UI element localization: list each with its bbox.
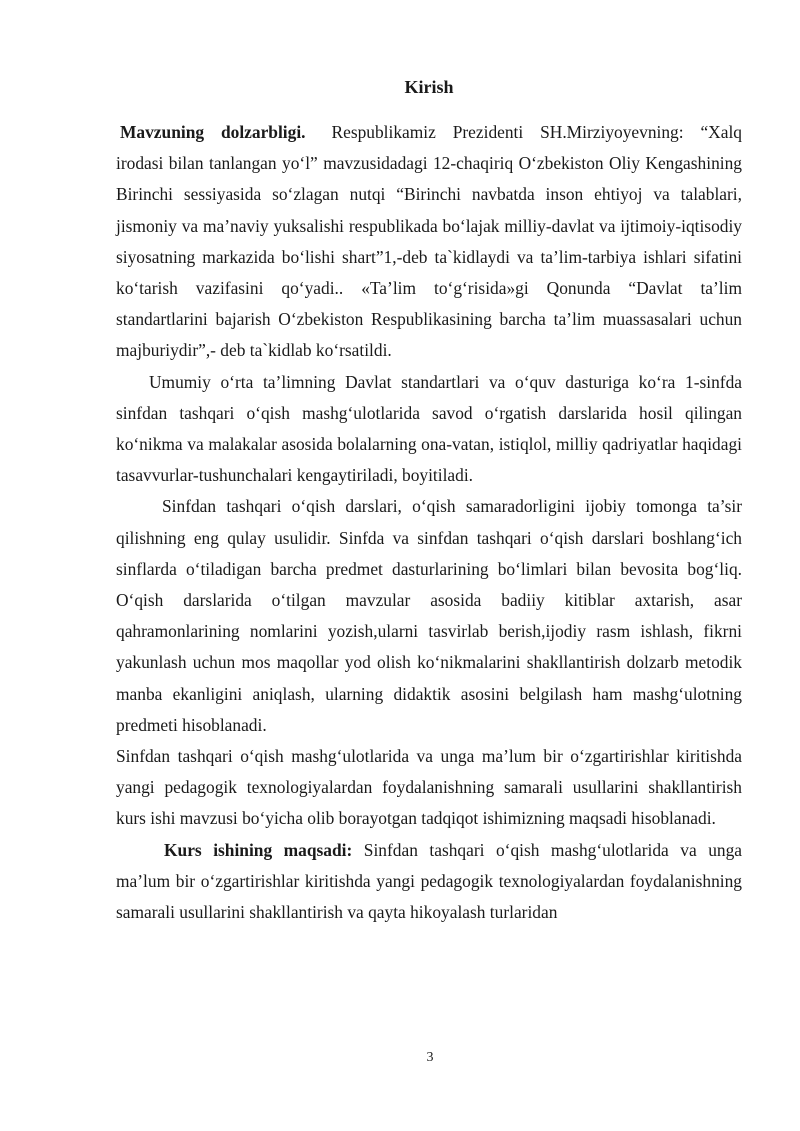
course-goal-heading: Kurs ishining maqsadi:	[164, 839, 353, 860]
page-title: Kirish	[404, 77, 454, 97]
course-goal-text: Sinfdan tashqari o‘qish mashg‘ulotlarida va unga ma’lum bir o‘zgartirishlar kiritishda yangi pedagogik texnologiyalardan foydalanishning samarali usullarini shakllantirish va qayta hikoyalash turlaridan	[116, 839, 742, 923]
paragraph-research-goal: Sinfdan tashqari o‘qish mashg‘ulotlarida va unga ma’lum bir o‘zgartirishlar kiritishda yangi pedagogik texnologiyalardan foydalanishning samarali usullarini shakllantirish kurs ishi mavzusi bo‘yicha olib borayotgan tadqiqot ishimizning maqsadi hisoblanadi.	[116, 746, 742, 829]
relevance-heading: Mavzuning dolzarbligi.	[120, 122, 306, 142]
paragraph-extracurricular-reading: Sinfdan tashqari o‘qish darslari, o‘qish samaradorligini ijobiy tomonga ta’sir qilishning eng qulay usulidir. Sinfda va sinfdan tashqari o‘qish darslari boshlang‘ich sinflarda o‘tiladigan barcha predmet dasturlarining bo‘limlari bilan bevosita bog‘liq. O‘qish darslarida o‘tilgan mavzular asosida badiiy kitiblar axtarish, asar qahramonlarining nomlarini yozish,ularni tasvirlab berish,ijodiy rasm ishlash, fikrni yakunlash uchun mos maqollar yod olish ko‘nikmalarini shakllantirish dolzarb metodik manba ekanligini aniqlash, ularning didaktik asosini belgilash ham mashg‘ulotning predmeti hisoblanadi.	[116, 496, 742, 735]
document-body	[116, 117, 742, 928]
paragraph-course-goal	[116, 835, 742, 929]
paragraph-standards: Umumiy o‘rta ta’limning Davlat standartlari va o‘quv dasturiga ko‘ra 1-sinfda sinfdan tashqari o‘qish mashg‘ulotlarida savod o‘rgatish darslarida hosil qilingan ko‘nikma va malakalar asosida bolalarning ona-vatan, istiqlol, milliy qadriyatlar haqidagi tasavvurlar-tushunchalari kengaytiriladi, boyitiladi.	[116, 371, 742, 486]
relevance-text: Respublikamiz Prezidenti SH.Mirziyoyevning: “Xalq irodasi bilan tanlangan yo‘l” mavzusidadagi 12-chaqiriq O‘zbekiston Oliy Kengashining Birinchi sessiyasida so‘zlagan nutqi “Birinchi navbatda inson ehtiyoj va talablari, jismoniy va ma’naviy yuksalishi respublikada bo‘lajak milliy-davlat va ijtimoiy-iqtisodiy siyosatning markazida bo‘lishi shart”1,-deb ta`kidlaydi va ta’lim-tarbiya ishlari sifatini ko‘tarish vazifasini qo‘yadi.. «Ta’lim to‘g‘risida»gi Qonunda “Davlat ta’lim standartlarini bajarish O‘zbekiston Respublikasining barcha ta’lim muassasalari uchun majburiydir”,- deb ta`kidlab ko‘rsatildi.	[116, 122, 742, 361]
page-number: 3	[426, 1050, 434, 1065]
paragraph-relevance	[116, 117, 742, 367]
